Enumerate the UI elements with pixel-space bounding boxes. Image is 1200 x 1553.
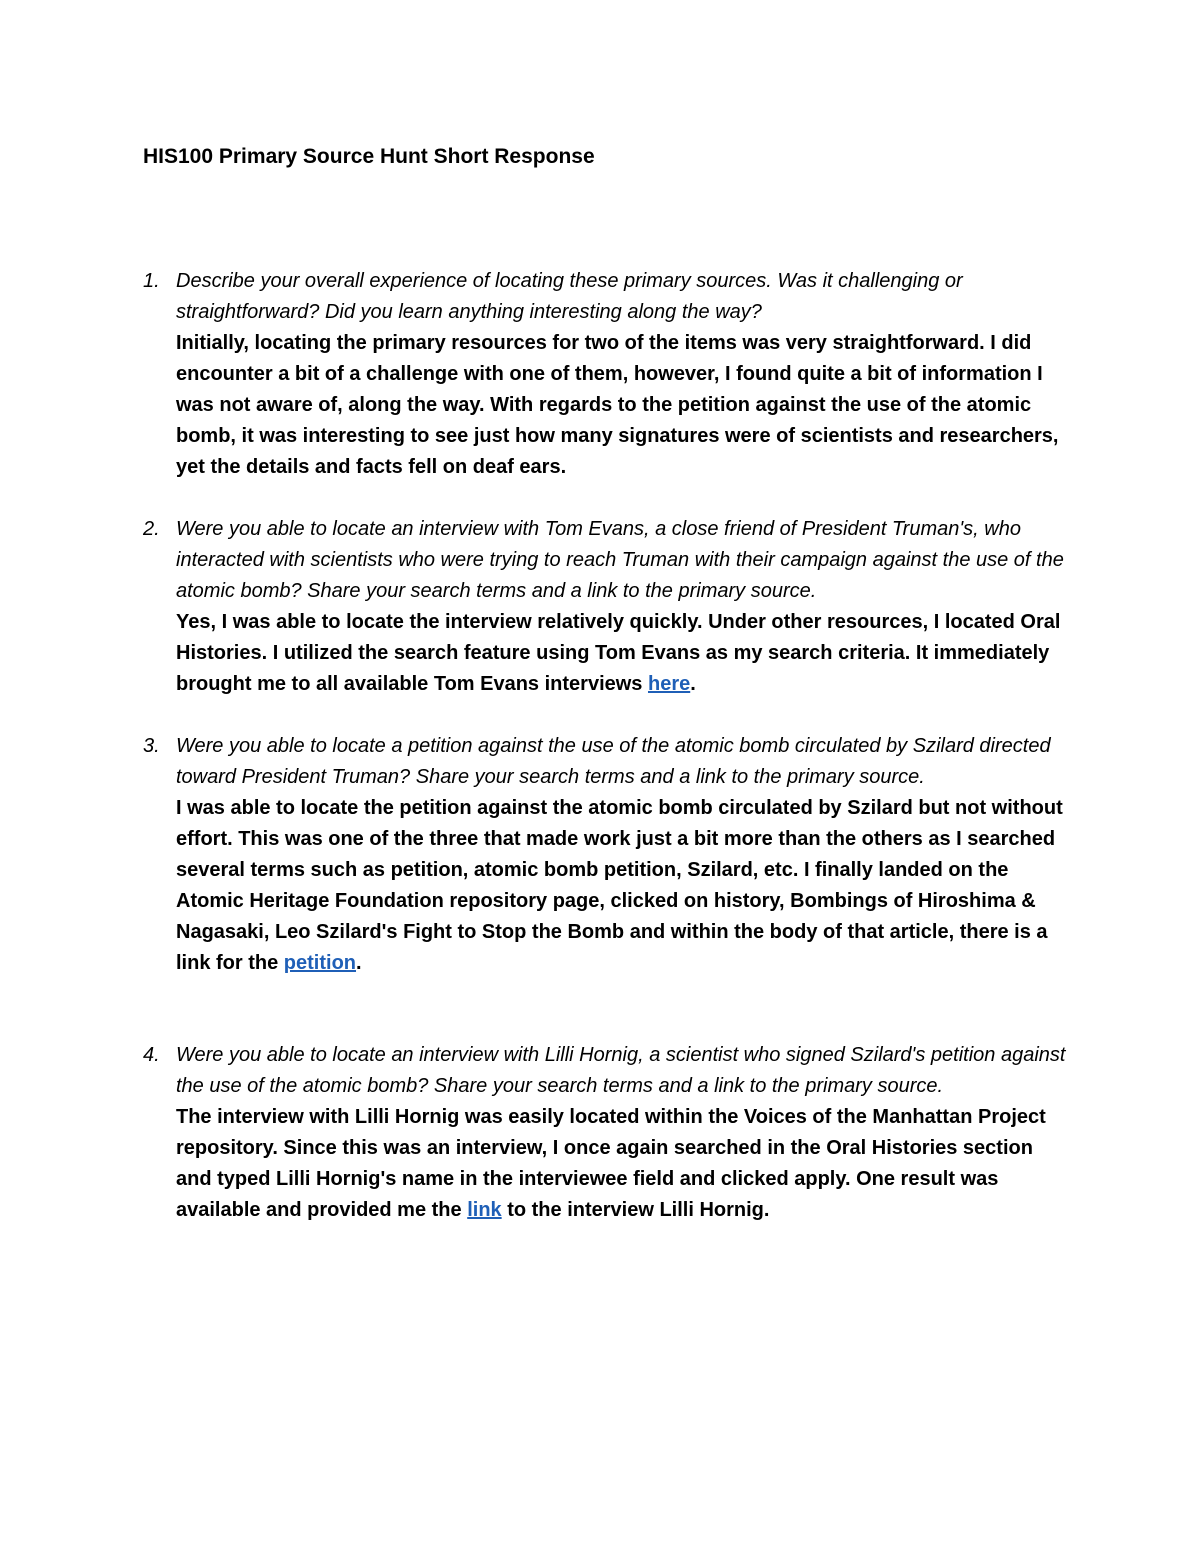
item-number: 4. — [143, 1044, 160, 1066]
answer-text — [176, 793, 1071, 979]
answer-text-before-link: Yes, I was able to locate the interview relatively quickly. Under other resources, I located Oral Histories. I utilized the search feature using Tom Evans as my search criteria. It immediately brought me to all available Tom Evans interviews — [176, 611, 1061, 695]
document-title: HIS100 Primary Source Hunt Short Response — [143, 145, 595, 168]
item-body — [176, 514, 1071, 700]
here-link[interactable]: here — [647, 673, 691, 695]
question-text: Were you able to locate an interview with Tom Evans, a close friend of President Truman's, who interacted with scientists who were trying to reach Truman with their campaign against the use of the atomic bomb? Share your search terms and a link to the primary source. — [176, 518, 1064, 602]
item-body — [176, 266, 1071, 483]
answer-text-after-link: . — [356, 952, 362, 974]
answer-text-after-link: to the interview Lilli Hornig. — [501, 1199, 770, 1221]
answer-text — [176, 1102, 1071, 1226]
interview-link[interactable]: link — [467, 1199, 502, 1221]
item-body — [176, 1040, 1071, 1226]
answer-text-before-link: I was able to locate the petition against the atomic bomb circulated by Szilard but not without effort. This was one of the three that made work just a bit more than the others as I searched several terms such as petition, atomic bomb petition, Szilard, etc. I finally landed on the Atomic Heritage Foundation repository page, clicked on history, Bombings of Hiroshima & Nagasaki, Leo Szilard's Fight to Stop the Bomb and within the body of that article, there is a link for the — [176, 797, 1063, 974]
answer-text-after-link: . — [690, 673, 696, 695]
item-body — [176, 731, 1071, 979]
question-text: Were you able to locate a petition against the use of the atomic bomb circulated by Szilard directed toward President Truman? Share your search terms and a link to the primary source. — [176, 735, 1051, 788]
answer-text-before-link: The interview with Lilli Hornig was easily located within the Voices of the Manhattan Project repository. Since this was an interview, I once again searched in the Oral Histories section and typed Lilli Hornig's name in the interviewee field and clicked apply. One result was available and provided me the — [176, 1106, 1046, 1221]
answer-text: Initially, locating the primary resources for two of the items was very straightforward. I did encounter a bit of a challenge with one of them, however, I found quite a bit of information I was not aware of, along the way. With regards to the petition against the use of the atomic bomb, it was interesting to see just how many signatures were of scientists and researchers, yet the details and facts fell on deaf ears. — [176, 332, 1059, 478]
item-number: 2. — [143, 518, 160, 540]
item-number: 1. — [143, 270, 160, 292]
answer-text — [176, 607, 1071, 700]
question-text: Were you able to locate an interview with Lilli Hornig, a scientist who signed Szilard's petition against the use of the atomic bomb? Share your search terms and a link to the primary source. — [176, 1044, 1066, 1097]
petition-link[interactable]: petition — [283, 952, 357, 974]
item-number: 3. — [143, 735, 160, 757]
question-text: Describe your overall experience of locating these primary sources. Was it challenging or straightforward? Did you learn anything interesting along the way? — [176, 270, 963, 323]
